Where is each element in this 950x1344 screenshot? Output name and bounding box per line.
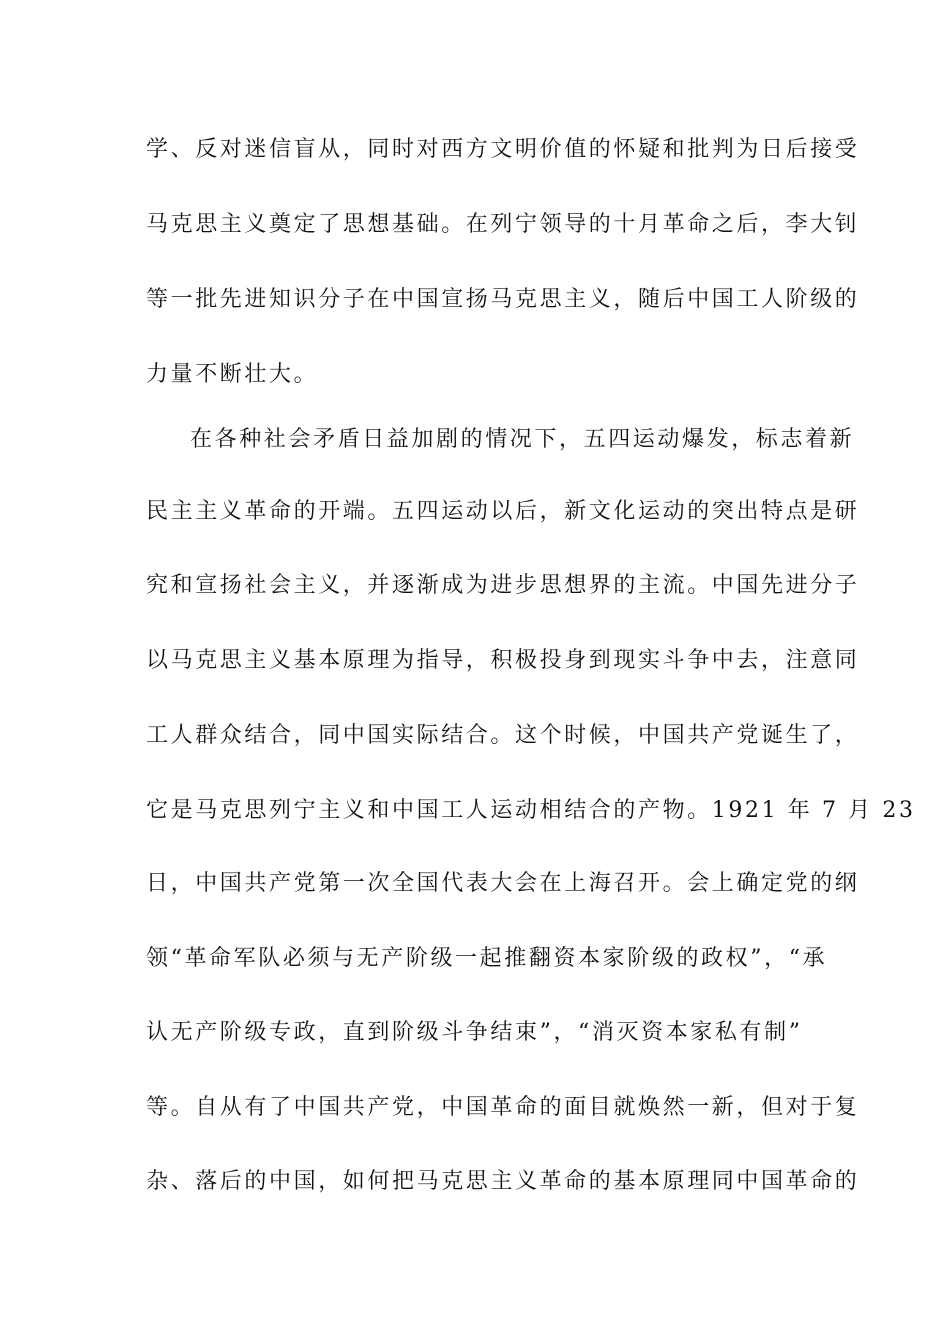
- text-line: 力量不断壮大。: [146, 362, 319, 387]
- text-line: 等一批先进知识分子在中国宣扬马克思主义，随后中国工人阶级的: [146, 287, 860, 312]
- text-line: 杂、落后的中国，如何把马克思主义革命的基本原理同中国革命的: [146, 1169, 860, 1194]
- text-line: 领“革命军队必须与无产阶级一起推翻资本家阶级的政权”，“承: [146, 946, 828, 971]
- text-line: 等。自从有了中国共产党，中国革命的面目就焕然一新，但对于复: [146, 1095, 860, 1120]
- text-line: 究和宣扬社会主义，并逐渐成为进步思想界的主流。中国先进分子: [146, 573, 860, 598]
- text-line: 它是马克思列宁主义和中国工人运动相结合的产物。1921 年 7 月 23: [146, 798, 916, 823]
- text-line: 民主主义革命的开端。五四运动以后，新文化运动的突出特点是研: [146, 499, 860, 524]
- text-line: 日，中国共产党第一次全国代表大会在上海召开。会上确定党的纲: [146, 871, 860, 896]
- text-line: 以马克思主义基本原理为指导，积极投身到现实斗争中去，注意同: [146, 648, 860, 673]
- paragraph-first-line: 在各种社会矛盾日益加剧的情况下，五四运动爆发，标志着新: [190, 427, 855, 452]
- text-line: 马克思主义奠定了思想基础。在列宁领导的十月革命之后，李大钊: [146, 212, 860, 237]
- text-line: 认无产阶级专政，直到阶级斗争结束”，“消灭资本家私有制”: [146, 1020, 803, 1045]
- text-line: 工人群众结合，同中国实际结合。这个时候，中国共产党诞生了，: [146, 723, 860, 748]
- text-line: 学、反对迷信盲从，同时对西方文明价值的怀疑和批判为日后接受: [146, 137, 860, 162]
